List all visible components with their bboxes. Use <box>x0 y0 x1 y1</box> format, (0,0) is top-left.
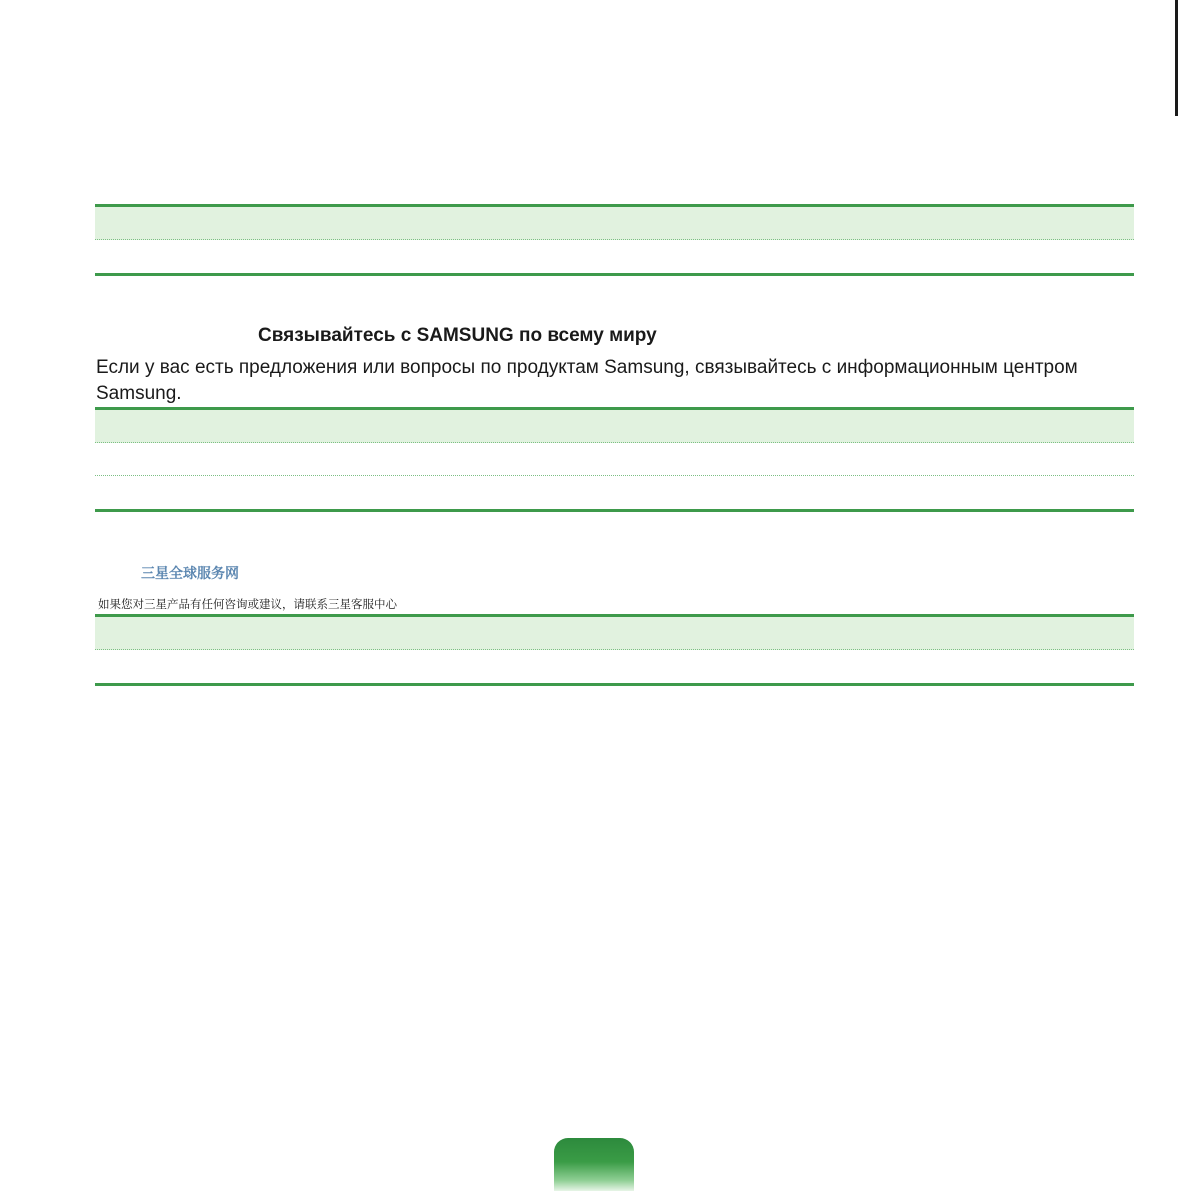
table-bottom-rule <box>95 683 1134 686</box>
table-row <box>95 443 1134 476</box>
section-title-ru: Связывайтесь с SAMSUNG по всему миру <box>258 325 657 346</box>
cn-table <box>95 614 1134 686</box>
table-row <box>95 410 1134 443</box>
table-bottom-rule <box>95 273 1134 276</box>
table-row <box>95 240 1134 273</box>
table-bottom-rule <box>95 509 1134 512</box>
table-row <box>95 207 1134 240</box>
page-number-tab <box>554 1138 634 1191</box>
table-row <box>95 617 1134 650</box>
margin-bar <box>1175 0 1178 116</box>
table-row <box>95 476 1134 509</box>
section-intro-cn: 如果您对三星产品有任何咨询或建议，请联系三星客服中心 <box>98 597 397 611</box>
section-title-cn: 三星全球服务网 <box>141 566 239 582</box>
top-table <box>95 204 1134 276</box>
section-intro-ru: Если у вас есть предложения или вопросы по продуктам Samsung, связывайтесь с информационным центром Samsung. <box>96 357 1078 404</box>
ru-table <box>95 407 1134 512</box>
table-row <box>95 650 1134 683</box>
